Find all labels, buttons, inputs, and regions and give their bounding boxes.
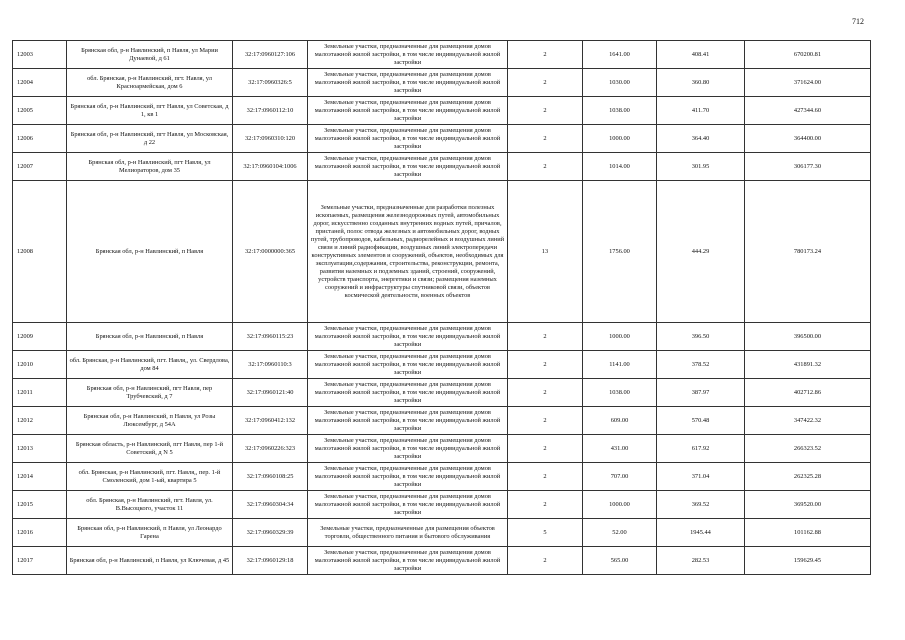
cadastral-number: 32:17:0960110:3 [233, 351, 308, 379]
record-id: 12011 [13, 379, 67, 407]
record-id: 12007 [13, 153, 67, 181]
use-group-code: 2 [508, 97, 583, 125]
page-number: 712 [852, 17, 864, 26]
table-row [13, 323, 871, 351]
cadastral-value-cell: 369520.00 [745, 491, 871, 519]
use-group-code: 2 [508, 463, 583, 491]
area-cell: 565.00 [583, 547, 657, 575]
cadastral-number: 32:17:0960129:18 [233, 547, 308, 575]
cadastral-value-cell: 431891.32 [745, 351, 871, 379]
table-row [13, 407, 871, 435]
use-group-code: 13 [508, 181, 583, 323]
address-cell: Брянская область, р-н Навлинский, пгт Навля, пер 1-й Советский, д N 5 [67, 435, 233, 463]
cadastral-number: 32:17:0960115:23 [233, 323, 308, 351]
cadastral-number: 32:17:0960121:40 [233, 379, 308, 407]
use-group-code: 5 [508, 519, 583, 547]
cadastral-number: 32:17:0960112:10 [233, 97, 308, 125]
area-cell: 1000.00 [583, 323, 657, 351]
cadastral-value-cell: 347422.32 [745, 407, 871, 435]
address-cell: обл. Брянская, р-н Навлинский, пгт. Навля,, ул. Свердлова, дом 84 [67, 351, 233, 379]
area-cell: 1000.00 [583, 491, 657, 519]
area-cell: 52.00 [583, 519, 657, 547]
address-cell: обл. Брянская, р-н Навлинский, пгт. Навля, ул. В.Высоцкого, участок 11 [67, 491, 233, 519]
cadastral-value-cell: 427344.60 [745, 97, 871, 125]
cadastral-number: 32:17:0960226:323 [233, 435, 308, 463]
address-cell: Брянская обл, р-н Навлинский, пгт Навля, пер Трубчевский, д 7 [67, 379, 233, 407]
cadastral-number: 32:17:0960310:120 [233, 125, 308, 153]
record-id: 12008 [13, 181, 67, 323]
cadastral-number: 32:17:0960326:5 [233, 69, 308, 97]
land-use-description: Земельные участки, предназначенные для размещения домов малоэтажной жилой застройки, в том числе индивидуальной жилой застройки [308, 41, 508, 69]
land-use-description: Земельные участки, предназначенные для размещения объектов торговли, общественного питания и бытового обслуживания [308, 519, 508, 547]
table-row [13, 491, 871, 519]
table-body [13, 41, 871, 575]
specific-value-cell: 387.97 [657, 379, 745, 407]
cadastral-value-cell: 396500.00 [745, 323, 871, 351]
cadastral-value-cell: 670200.81 [745, 41, 871, 69]
use-group-code: 2 [508, 379, 583, 407]
area-cell: 1038.00 [583, 379, 657, 407]
use-group-code: 2 [508, 547, 583, 575]
area-cell: 1756.00 [583, 181, 657, 323]
record-id: 12017 [13, 547, 67, 575]
record-id: 12010 [13, 351, 67, 379]
specific-value-cell: 378.52 [657, 351, 745, 379]
cadastral-value-cell: 364400.00 [745, 125, 871, 153]
record-id: 12006 [13, 125, 67, 153]
specific-value-cell: 369.52 [657, 491, 745, 519]
specific-value-cell: 570.48 [657, 407, 745, 435]
record-id: 12009 [13, 323, 67, 351]
cadastral-value-cell: 101162.88 [745, 519, 871, 547]
land-use-description: Земельные участки, предназначенные для размещения домов малоэтажной жилой застройки, в том числе индивидуальной жилой застройки [308, 323, 508, 351]
land-use-description: Земельные участки, предназначенные для размещения домов малоэтажной жилой застройки, в том числе индивидуальной жилой застройки [308, 153, 508, 181]
record-id: 12016 [13, 519, 67, 547]
table-row [13, 463, 871, 491]
table-row [13, 181, 871, 323]
cadastral-value-cell: 402712.86 [745, 379, 871, 407]
record-id: 12005 [13, 97, 67, 125]
address-cell: Брянская обл, р-н Навлинский, пгт Навля, ул Московская, д 22 [67, 125, 233, 153]
cadastral-value-cell: 159629.45 [745, 547, 871, 575]
table-row [13, 97, 871, 125]
record-id: 12003 [13, 41, 67, 69]
area-cell: 609.00 [583, 407, 657, 435]
area-cell: 707.00 [583, 463, 657, 491]
record-id: 12004 [13, 69, 67, 97]
address-cell: Брянская обл, р-н Навлинский, п Навля, ул Ключевая, д 45 [67, 547, 233, 575]
land-use-description: Земельные участки, предназначенные для размещения домов малоэтажной жилой застройки, в том числе индивидуальной жилой застройки [308, 125, 508, 153]
specific-value-cell: 444.29 [657, 181, 745, 323]
cadastral-value-cell: 371624.00 [745, 69, 871, 97]
cadastral-number: 32:17:0960412:132 [233, 407, 308, 435]
land-use-description: Земельные участки, предназначенные для разработки полезных ископаемых, размещения железнодорожных путей, автомобильных дорог, искусственно созданных внутренних водных путей, причалов, пристаней, полос отвода железных и автомобильных дорог, водных путей, трубопроводов, кабельных, радиорелейных и воздушных линий связи и линий радиофикации, воздушных линий электропередачи конструктивных элементов и сооружений, объектов, необходимых для эксплуатации,содержания, строительства, реконструкции, ремонта, развития наземных и подземных зданий, строений, сооружений, устройств транспорта, энергетики и связи; размещения наземных сооружений и инфраструктуры спутниковой связи, объектов космической деятельности, военных объектов [308, 181, 508, 323]
address-cell: Брянская обл, р-н Навлинский, п Навля, ул Леонардо Гарена [67, 519, 233, 547]
area-cell: 1000.00 [583, 125, 657, 153]
area-cell: 1641.00 [583, 41, 657, 69]
use-group-code: 2 [508, 435, 583, 463]
land-use-description: Земельные участки, предназначенные для размещения домов малоэтажной жилой застройки, в том числе индивидуальной жилой застройки [308, 463, 508, 491]
use-group-code: 2 [508, 153, 583, 181]
land-use-description: Земельные участки, предназначенные для размещения домов малоэтажной жилой застройки, в том числе индивидуальной жилой застройки [308, 435, 508, 463]
cadastral-number: 32:17:0960304:34 [233, 491, 308, 519]
specific-value-cell: 396.50 [657, 323, 745, 351]
address-cell: Брянская обл, р-н Навлинский, п Навля, ул Марии Дунаевой, д 61 [67, 41, 233, 69]
area-cell: 1030.00 [583, 69, 657, 97]
address-cell: Брянская обл, р-н Навлинский, пгт Навля, ул Мелиораторов, дом 35 [67, 153, 233, 181]
table-row [13, 379, 871, 407]
use-group-code: 2 [508, 323, 583, 351]
land-use-description: Земельные участки, предназначенные для размещения домов малоэтажной жилой застройки, в том числе индивидуальной жилой застройки [308, 351, 508, 379]
table-row [13, 41, 871, 69]
table-row [13, 519, 871, 547]
record-id: 12015 [13, 491, 67, 519]
address-cell: Брянская обл, р-н Навлинский, п Навля, ул Розы Люксембург, д 54А [67, 407, 233, 435]
cadastral-value-cell: 306177.30 [745, 153, 871, 181]
use-group-code: 2 [508, 125, 583, 153]
land-registry-table [12, 40, 871, 575]
specific-value-cell: 364.40 [657, 125, 745, 153]
area-cell: 431.00 [583, 435, 657, 463]
use-group-code: 2 [508, 407, 583, 435]
cadastral-number: 32:17:0960329:39 [233, 519, 308, 547]
land-use-description: Земельные участки, предназначенные для размещения домов малоэтажной жилой застройки, в том числе индивидуальной жилой застройки [308, 491, 508, 519]
record-id: 12013 [13, 435, 67, 463]
area-cell: 1014.00 [583, 153, 657, 181]
table-row [13, 351, 871, 379]
address-cell: Брянская обл, р-н Навлинский, п Навля [67, 323, 233, 351]
area-cell: 1141.00 [583, 351, 657, 379]
address-cell: обл. Брянская, р-н Навлинский, пгт. Навля, ул Красноармейская, дом 6 [67, 69, 233, 97]
record-id: 12012 [13, 407, 67, 435]
specific-value-cell: 282.53 [657, 547, 745, 575]
cadastral-number: 32:17:0960108:25 [233, 463, 308, 491]
land-use-description: Земельные участки, предназначенные для размещения домов малоэтажной жилой застройки, в том числе индивидуальной жилой застройки [308, 97, 508, 125]
address-cell: Брянская обл, р-н Навлинский, пгт Навля, ул Советская, д 1, кв 1 [67, 97, 233, 125]
specific-value-cell: 360.80 [657, 69, 745, 97]
specific-value-cell: 371.04 [657, 463, 745, 491]
land-use-description: Земельные участки, предназначенные для размещения домов малоэтажной жилой застройки, в том числе индивидуальной жилой застройки [308, 69, 508, 97]
address-cell: Брянская обл, р-н Навлинский, п Навля [67, 181, 233, 323]
land-use-description: Земельные участки, предназначенные для размещения домов малоэтажной жилой застройки, в том числе индивидуальной жилой застройки [308, 379, 508, 407]
record-id: 12014 [13, 463, 67, 491]
table-row [13, 153, 871, 181]
specific-value-cell: 1945.44 [657, 519, 745, 547]
land-use-description: Земельные участки, предназначенные для размещения домов малоэтажной жилой застройки, в том числе индивидуальной жилой застройки [308, 407, 508, 435]
use-group-code: 2 [508, 41, 583, 69]
specific-value-cell: 408.41 [657, 41, 745, 69]
cadastral-value-cell: 266323.52 [745, 435, 871, 463]
table-row [13, 125, 871, 153]
table-row [13, 435, 871, 463]
use-group-code: 2 [508, 351, 583, 379]
use-group-code: 2 [508, 491, 583, 519]
land-use-description: Земельные участки, предназначенные для размещения домов малоэтажной жилой застройки, в том числе индивидуальной жилой застройки [308, 547, 508, 575]
address-cell: обл. Брянская, р-н Навлинский, пгт. Навля,, пер. 1-й Смоленский, дом 1-ый, квартира 5 [67, 463, 233, 491]
cadastral-number: 32:17:0960127:106 [233, 41, 308, 69]
cadastral-value-cell: 780173.24 [745, 181, 871, 323]
cadastral-number: 32:17:0960104:1006 [233, 153, 308, 181]
cadastral-value-cell: 262325.28 [745, 463, 871, 491]
specific-value-cell: 617.92 [657, 435, 745, 463]
table-row [13, 547, 871, 575]
table-row [13, 69, 871, 97]
specific-value-cell: 301.95 [657, 153, 745, 181]
use-group-code: 2 [508, 69, 583, 97]
cadastral-number: 32:17:0000000:365 [233, 181, 308, 323]
area-cell: 1038.00 [583, 97, 657, 125]
specific-value-cell: 411.70 [657, 97, 745, 125]
